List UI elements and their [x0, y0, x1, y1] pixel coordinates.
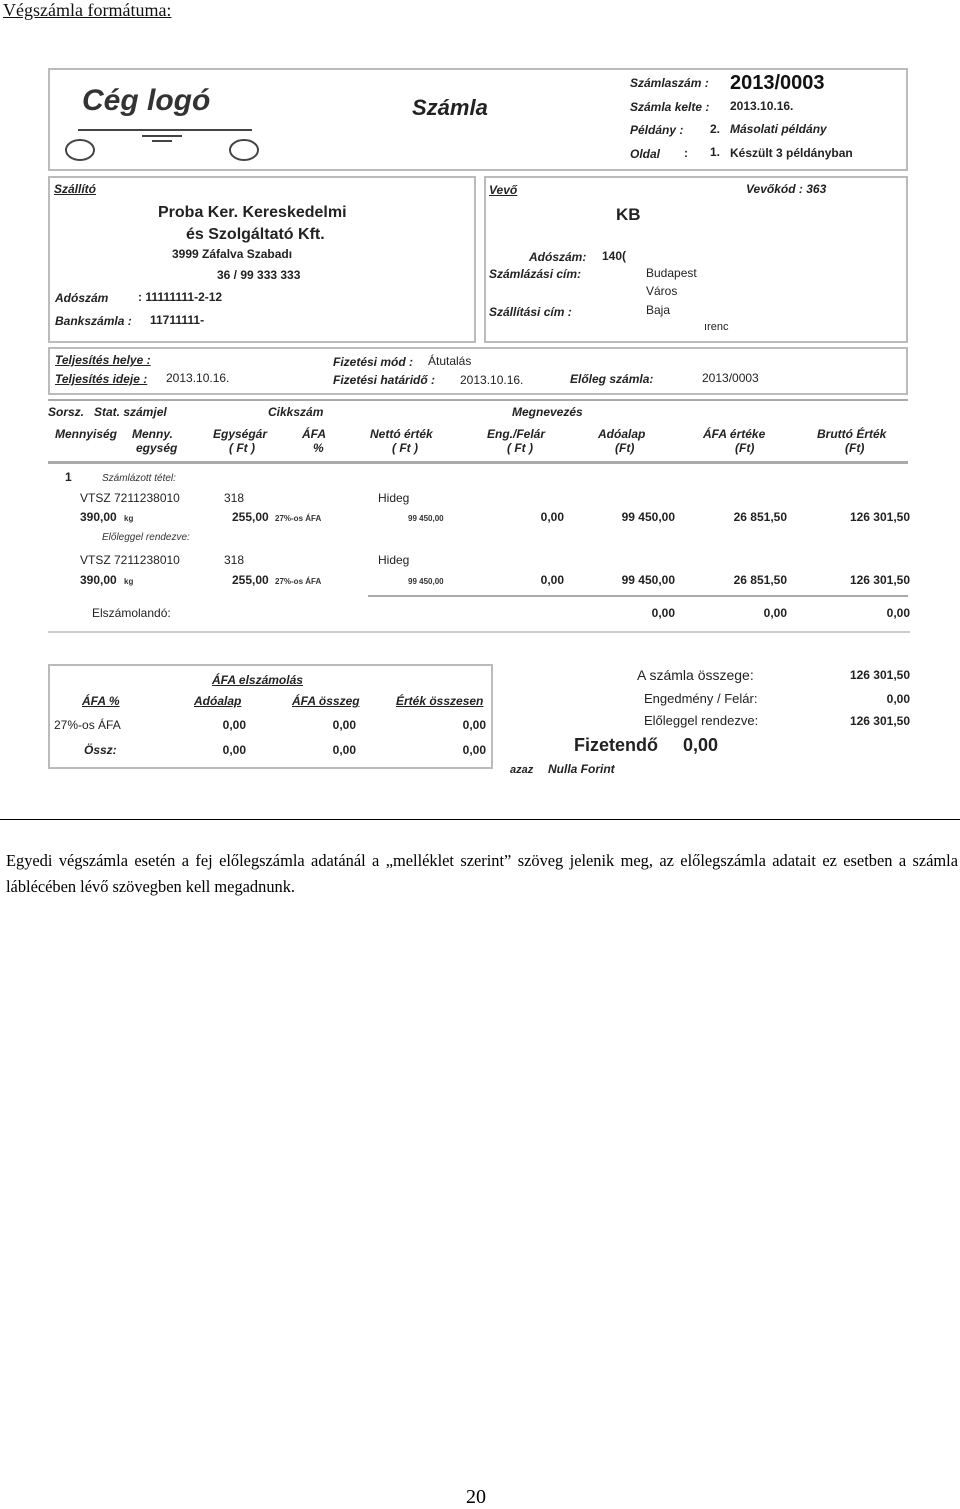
- afa-r2-label: Össz:: [84, 743, 117, 757]
- seller-adoszam-label: Adószám: [55, 291, 109, 305]
- row-stat: VTSZ 7211238010: [80, 491, 180, 505]
- afa-header-osszeg: ÁFA összeg: [292, 694, 360, 708]
- buyer-label: Vevő: [489, 183, 518, 197]
- col-eng-1: Eng./Felár: [487, 427, 546, 441]
- eloleg-szamla-label: Előleg számla:: [570, 372, 654, 386]
- kelte-label: Számla kelte :: [630, 100, 710, 114]
- eloleg-szamla-value: 2013/0003: [702, 371, 759, 385]
- row-unit: kg: [124, 577, 134, 586]
- row-sorsz: 1: [65, 470, 72, 484]
- row-stat: VTSZ 7211238010: [80, 553, 180, 567]
- row-qty: 390,00: [80, 510, 117, 524]
- total-eloleg-label: Előleggel rendezve:: [644, 713, 759, 728]
- fizetesi-hatarido-value: 2013.10.16.: [460, 373, 524, 387]
- col-afaertek-2: (Ft): [735, 441, 755, 455]
- row-brutto: 126 301,50: [849, 573, 910, 587]
- teljesites-ideje-label: Teljesítés ideje :: [55, 372, 148, 386]
- company-logo: Cég logó: [82, 84, 211, 117]
- seller-name-2: és Szolgáltató Kft.: [186, 226, 325, 243]
- col-egysegar-1: Egységár: [213, 427, 268, 441]
- afa-header-ertek: Érték összesen: [396, 694, 484, 708]
- row-section: Előleggel rendezve:: [102, 532, 190, 543]
- buyer-szallitasi-value: Baja: [646, 303, 671, 317]
- header-bottom-rule: [48, 461, 908, 464]
- row-name: Hideg: [378, 553, 410, 567]
- row-afaertek: 26 851,50: [733, 573, 787, 587]
- row-brutto: 126 301,50: [849, 510, 910, 524]
- fizetesi-hatarido-label: Fizetési határidő :: [333, 373, 436, 387]
- row-adoalap: 99 450,00: [621, 510, 675, 524]
- col-afa-2: %: [313, 441, 324, 455]
- afa-r2-ertek: 0,00: [462, 743, 486, 757]
- total-osszeg-value: 126 301,50: [849, 668, 910, 682]
- body-paragraph: Egyedi végszámla esetén a fej előlegszámla adatánál a „melléklet szerint” szöveg jelenik meg, az előlegszámla adatait ez esetben a számla láblécében lévő szövegben kell megadnunk.: [6, 851, 958, 896]
- invoice-title: Számla: [412, 95, 488, 120]
- page-heading: Végszámla formátuma:: [3, 0, 172, 20]
- oldal-note: Készült 3 példányban: [730, 146, 853, 160]
- col-netto-2: ( Ft ): [392, 441, 418, 455]
- col-eng-2: ( Ft ): [507, 441, 533, 455]
- seller-bank-value: 11711111-: [150, 313, 205, 327]
- buyer-adoszam-label: Adószám:: [529, 250, 587, 264]
- row-price: 255,00: [232, 573, 269, 587]
- col-sorsz: Sorsz.: [48, 405, 85, 419]
- col-megnevezes: Megnevezés: [512, 405, 583, 419]
- elszamolando-v2: 0,00: [763, 606, 787, 620]
- row-afa: 27%-os ÁFA: [275, 514, 322, 523]
- row-afaertek: 26 851,50: [733, 510, 787, 524]
- row-name: Hideg: [378, 491, 410, 505]
- col-afa-1: ÁFA: [302, 427, 326, 441]
- peldany-label: Példány :: [630, 123, 684, 137]
- fizetesi-mod-value: Átutalás: [428, 354, 472, 368]
- afa-header-adoalap: Adóalap: [194, 694, 242, 708]
- total-eloleg-value: 126 301,50: [849, 714, 910, 728]
- row-eng: 0,00: [540, 510, 564, 524]
- buyer-code: Vevőkód : 363: [746, 182, 827, 196]
- elszamolando-rule: [48, 631, 910, 633]
- total-engedmeny-label: Engedmény / Felár:: [644, 691, 758, 706]
- buyer-adoszam-value: 140(: [602, 249, 627, 263]
- buyer-name: KB: [616, 205, 641, 224]
- fizetendo-words: Nulla Forint: [548, 762, 615, 776]
- oldal-label: Oldal: [630, 147, 661, 161]
- row-unit: kg: [124, 514, 134, 523]
- row-qty: 390,00: [80, 573, 117, 587]
- elszamolando-v3: 0,00: [886, 606, 910, 620]
- col-menny-egyseg-2: egység: [136, 441, 178, 455]
- seller-adoszam-value: : 11111111-2-12: [138, 290, 223, 304]
- rows-rule: [368, 595, 908, 597]
- seller-address: 3999 Záfalva Szabadı: [172, 247, 293, 261]
- afa-r1-ertek: 0,00: [462, 718, 486, 732]
- peldany-note: Másolati példány: [730, 122, 827, 136]
- afa-r1-label: 27%-os ÁFA: [54, 718, 121, 732]
- szamlaszam-value: 2013/0003: [730, 72, 825, 94]
- afa-r2-adoalap: 0,00: [222, 743, 246, 757]
- peldany-value: 2.: [710, 122, 721, 136]
- oldal-value: 1.: [710, 145, 721, 159]
- row-netto: 99 450,00: [408, 577, 444, 586]
- szamlaszam-label: Számlaszám :: [630, 76, 709, 90]
- row-eng: 0,00: [540, 573, 564, 587]
- col-netto-1: Nettó érték: [370, 427, 433, 441]
- col-mennyiseg: Mennyiség: [55, 427, 118, 441]
- col-menny-egyseg-1: Menny.: [132, 427, 173, 441]
- azaz-label: azaz: [510, 764, 534, 776]
- buyer-szamlazasi-label: Számlázási cím:: [489, 267, 582, 281]
- row-afa: 27%-os ÁFA: [275, 577, 322, 586]
- buyer-szallitasi-extra: ırenc: [704, 321, 729, 333]
- row-adoalap: 99 450,00: [621, 573, 675, 587]
- seller-phone: 36 / 99 333 333: [217, 268, 301, 282]
- oldal-sep: :: [684, 146, 688, 160]
- col-afaertek-1: ÁFA értéke: [703, 427, 766, 441]
- col-adoalap-1: Adóalap: [598, 427, 646, 441]
- buyer-szamlazasi-value: Budapest: [646, 266, 697, 280]
- row-cikk: 318: [224, 491, 245, 505]
- elszamolando-v1: 0,00: [651, 606, 675, 620]
- teljesites-ideje-value: 2013.10.16.: [166, 371, 230, 385]
- buyer-szallitasi-label: Szállítási cím :: [489, 305, 572, 319]
- fizetendo-value: 0,00: [683, 735, 719, 755]
- row-cikk: 318: [224, 553, 245, 567]
- elszamolando-label: Elszámolandó:: [92, 606, 171, 620]
- afa-summary-title: ÁFA elszámolás: [212, 673, 303, 687]
- kelte-value: 2013.10.16.: [730, 99, 794, 113]
- col-brutto-2: (Ft): [845, 441, 865, 455]
- seller-bank-label: Bankszámla :: [55, 314, 132, 328]
- afa-r2-osszeg: 0,00: [332, 743, 356, 757]
- col-egysegar-2: ( Ft ): [229, 441, 255, 455]
- fizetesi-mod-label: Fizetési mód :: [333, 355, 414, 369]
- row-price: 255,00: [232, 510, 269, 524]
- fizetendo-label: Fizetendő: [574, 735, 658, 755]
- col-cikkszam: Cikkszám: [268, 405, 324, 419]
- page-number: 20: [466, 1486, 486, 1508]
- row-section: Számlázott tétel:: [102, 473, 176, 484]
- total-engedmeny-value: 0,00: [886, 692, 910, 706]
- logo-decoration: [62, 124, 272, 164]
- seller-name-1: Proba Ker. Kereskedelmi: [158, 204, 347, 221]
- afa-header-pct: ÁFA %: [82, 694, 120, 708]
- total-osszeg-label: A számla összege:: [637, 667, 754, 683]
- afa-r1-osszeg: 0,00: [332, 718, 356, 732]
- seller-label: Szállító: [54, 182, 97, 196]
- buyer-varos: Város: [646, 284, 678, 298]
- col-adoalap-2: (Ft): [615, 441, 635, 455]
- afa-r1-adoalap: 0,00: [222, 718, 246, 732]
- header-top-rule: [48, 399, 908, 401]
- section-divider: [0, 819, 960, 820]
- col-stat: Stat. számjel: [94, 405, 167, 419]
- teljesites-helye-label: Teljesítés helye :: [55, 353, 151, 367]
- col-brutto-1: Bruttó Érték: [817, 427, 887, 441]
- row-netto: 99 450,00: [408, 514, 444, 523]
